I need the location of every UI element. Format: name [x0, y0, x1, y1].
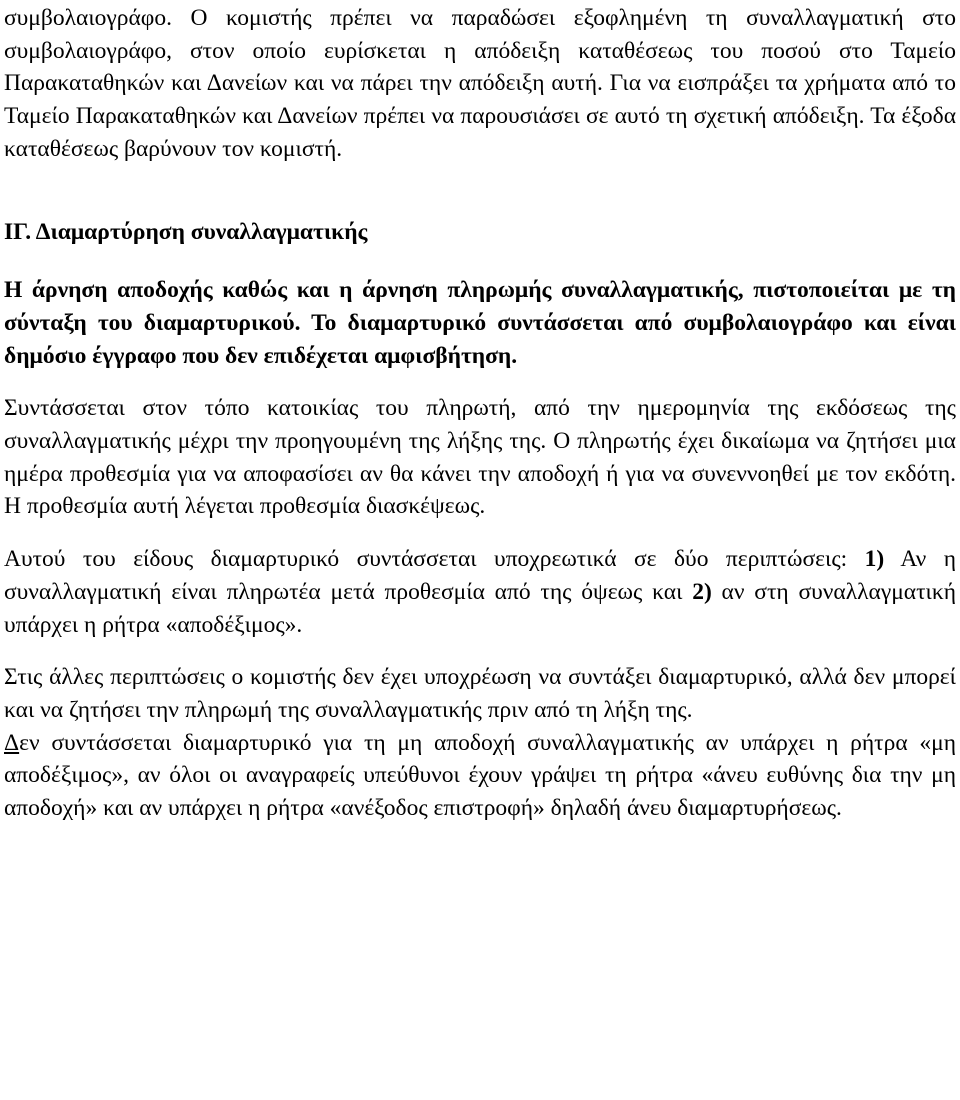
paragraph-no-protest-cases	[4, 727, 956, 825]
paragraph-mandatory-cases	[4, 543, 956, 641]
mandatory-cases-text-2: Αν η συναλλαγματική είναι πληρωτέα μετά προθεσμία από της όψεως και	[4, 546, 956, 605]
paragraph-protest-definition: Η άρνηση αποδοχής καθώς και η άρνηση πληρωμής συναλλαγματικής, πιστοποιείται με τη σύνταξη του διαμαρτυρικού. Το διαμαρτυρικό συντάσσεται από συμβολαιογράφο και είναι δημόσιο έγγραφο που δεν επιδέχεται αμφισβήτηση.	[4, 277, 956, 369]
paragraph-other-cases: Στις άλλες περιπτώσεις ο κομιστής δεν έχει υποχρέωση να συντάξει διαμαρτυρικό, αλλά δεν μπορεί και να ζητήσει την πληρωμή της συναλλαγματικής πριν από τη λήξη της.	[4, 664, 956, 723]
no-protest-text: εν συντάσσεται διαμαρτυρικό για τη μη αποδοχή συναλλαγματικής αν υπάρχει η ρήτρα «μη αποδέξιμος», αν όλοι οι αναγραφείς υπεύθυνοι έχουν γράψει τη ρήτρα «άνευ ευθύνης δια την μη αποδοχή» και αν υπάρχει η ρήτρα «ανέξοδος επιστροφή» δηλαδή άνευ διαμαρτυρήσεως.	[4, 729, 956, 822]
paragraph-protest-place-time: Συντάσσεται στον τόπο κατοικίας του πληρωτή, από την ημερομηνία της εκδόσεως της συναλλαγματικής μέχρι την προηγουμένη της λήξης της. Ο πληρωτής έχει δικαίωμα να ζητήσει μια ημέρα προθεσμία για να αποφασίσει αν θα κάνει την αποδοχή ή για να συνεννοηθεί με τον εκδότη. Η προθεσμία αυτή λέγεται προθεσμία διασκέψεως.	[4, 395, 956, 520]
document-page	[4, 0, 956, 825]
case-number-1: 1)	[864, 546, 885, 573]
paragraph-deposit-receipt: συμβολαιογράφο. Ο κομιστής πρέπει να παραδώσει εξοφλημένη τη συναλλαγματική στο συμβολαιογράφο, στον οποίο ευρίσκεται η απόδειξη καταθέσεως του ποσού στο Ταμείο Παρακαταθηκών και Δανείων και να πάρει την απόδειξη αυτή. Για να εισπράξει τα χρήματα από το Ταμείο Παρακαταθηκών και Δανείων πρέπει να παρουσιάσει σε αυτό τη σχετική απόδειξη. Τα έξοδα καταθέσεως βαρύνουν τον κομιστή.	[4, 5, 956, 162]
case-number-2: 2)	[692, 578, 712, 605]
mandatory-cases-text-1: Αυτού του είδους διαμαρτυρικό συντάσσεται υποχρεωτικά σε δύο περιπτώσεις:	[4, 546, 865, 573]
underlined-initial-letter: Δ	[4, 729, 20, 756]
mandatory-cases-text-3: αν στη συναλλαγματική υπάρχει η ρήτρα «αποδέξιμος».	[4, 578, 957, 638]
section-heading: ΙΓ. Διαμαρτύρηση συναλλαγματικής	[4, 218, 368, 245]
